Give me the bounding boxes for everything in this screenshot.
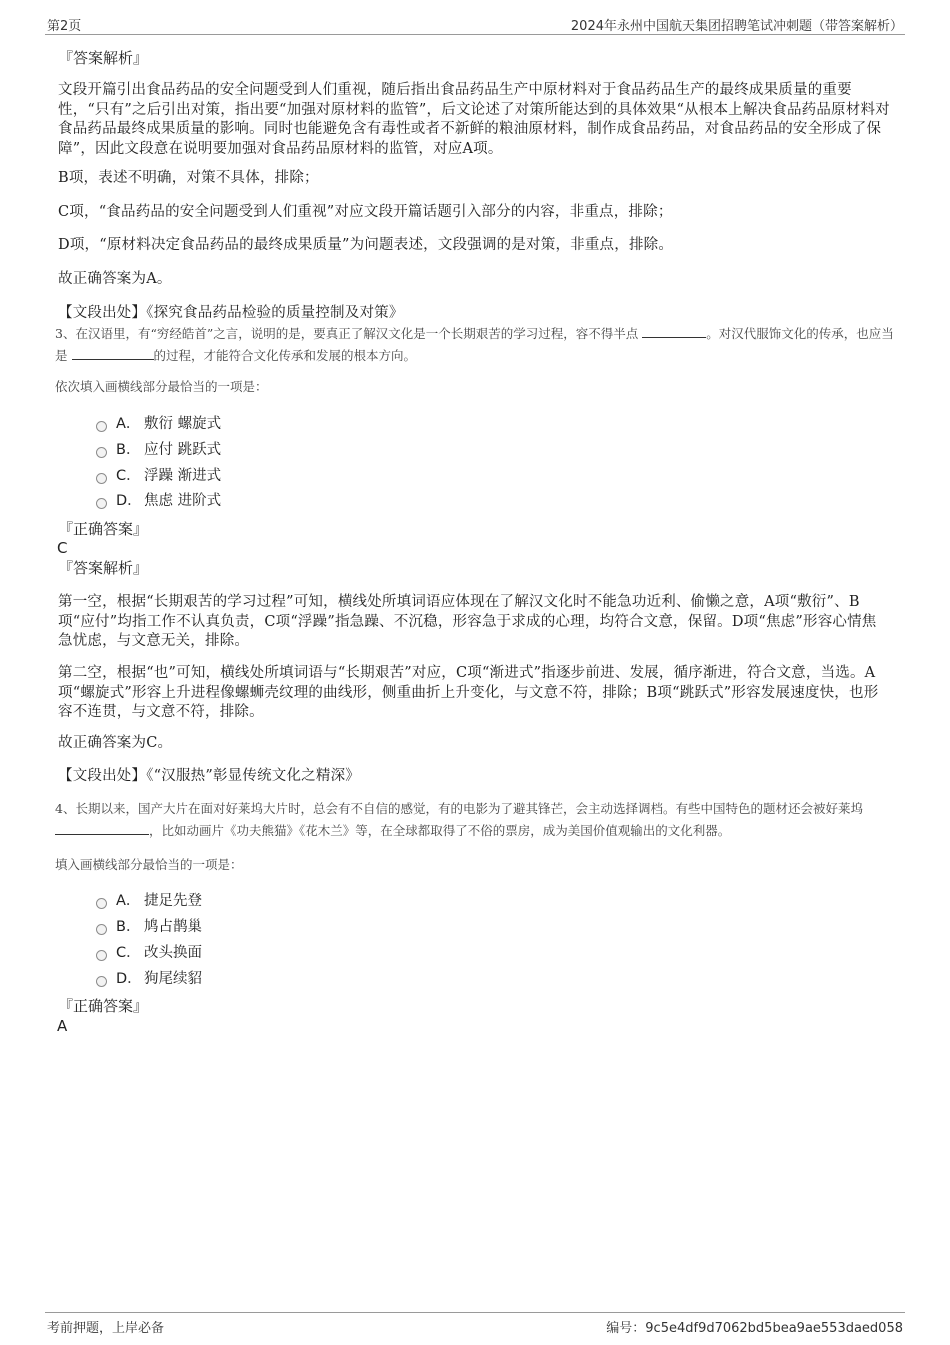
radio-icon[interactable]	[96, 421, 107, 432]
q3-answer-label: 『正确答案』	[58, 520, 149, 538]
q2-conclusion: 故正确答案为A。	[58, 271, 172, 287]
q2-source: 【文段出处】《探究食品药品检验的质量控制及对策》	[58, 305, 404, 321]
q4-stem-part1: 4、长期以来，国产大片在面对好莱坞大片时，总会有不自信的感觉，有的电影为了避其锋芒，会主动选择调档。有些中国特色的题材还会被好莱坞	[55, 801, 863, 816]
q3-option-a[interactable]: A． 敷衍 螺旋式	[96, 414, 221, 434]
q4-stem	[55, 798, 895, 842]
footer-slogan: 考前押题，上岸必备	[47, 1321, 165, 1336]
q4-instruction: 填入画横线部分最恰当的一项是：	[55, 857, 243, 872]
q4-option-b[interactable]: B． 鸠占鹊巢	[96, 917, 202, 937]
q2-analysis-para3: C项，“食品药品的安全问题受到人们重视”对应文段开篇话题引入部分的内容，非重点，排除；	[58, 204, 673, 220]
q4-option-d[interactable]: D． 狗尾续貂	[96, 969, 202, 989]
q4-blank	[55, 822, 149, 835]
page-footer	[45, 1312, 905, 1335]
document-id: 编号：9c5e4df9d7062bd5bea9ae553daed058	[606, 1321, 903, 1336]
q3-analysis-label: 『答案解析』	[58, 559, 149, 577]
radio-icon[interactable]	[96, 473, 107, 484]
q3-answer: C	[57, 539, 68, 557]
q3-source: 【文段出处】《“汉服热”彰显传统文化之精深》	[58, 768, 360, 784]
radio-icon[interactable]	[96, 950, 107, 961]
q2-analysis-para4: D项，“原材料决定食品药品的最终成果质量”为问题表述，文段强调的是对策，非重点，排除。	[58, 237, 674, 253]
radio-icon[interactable]	[96, 924, 107, 935]
q2-analysis-para2: B项，表述不明确，对策不具体，排除；	[58, 170, 319, 186]
q3-analysis-para2: 第二空，根据“也”可知，横线处所填词语与“长期艰苦”对应，C项“渐进式”指逐步前进、发展，循序渐进，符合文意，当选。A项“螺旋式”形容上升进程像螺蛳壳纹理的曲线形，侧重曲折上升变化，与文意不符，排除；B项“跳跃式”形容发展速度快，也形容不连贯，与文意不符，排除。	[58, 665, 879, 720]
radio-icon[interactable]	[96, 447, 107, 458]
q4-option-a[interactable]: A． 捷足先登	[96, 891, 202, 911]
q3-blank-2	[72, 347, 154, 360]
q2-analysis-para1: 文段开篇引出食品药品的安全问题受到人们重视，随后指出食品药品生产中原材料对于食品药品生产的最终成果质量的重要性，“只有”之后引出对策，指出要“加强对原材料的监管”，后文论述了对策所能达到的具体效果“从根本上解决食品药品原材料对食品药品最终成果质量的影响。同时也能避免含有毒性或者不新鲜的粮油原材料，制作成食品药品，对食品药品的安全形成了保障”，因此文段意在说明要加强对食品药品原材料的监管，对应A项。	[58, 82, 890, 157]
q2-analysis-label: 『答案解析』	[58, 49, 149, 67]
q3-option-b[interactable]: B． 应付 跳跃式	[96, 440, 221, 460]
radio-icon[interactable]	[96, 976, 107, 987]
q4-option-c[interactable]: C． 改头换面	[96, 943, 202, 963]
q3-option-c[interactable]: C． 浮躁 渐进式	[96, 466, 221, 486]
q4-answer-label: 『正确答案』	[58, 997, 149, 1015]
q4-answer: A	[57, 1017, 68, 1035]
q3-option-d[interactable]: D． 焦虑 进阶式	[96, 491, 221, 511]
document-title: 2024年永州中国航天集团招聘笔试冲刺题（带答案解析）	[570, 19, 903, 34]
q3-analysis-para1: 第一空，根据“长期艰苦的学习过程”可知，横线处所填词语应体现在了解汉文化时不能急功近利、偷懒之意，A项“敷衍”、B项“应付”均指工作不认真负责，C项“浮躁”指急躁、不沉稳，形容急于求成的心理，均符合文意，保留。D项“焦虑”形容心情焦急忧虑，与文意无关，排除。	[58, 594, 877, 649]
q3-conclusion: 故正确答案为C。	[58, 735, 173, 751]
q3-instruction: 依次填入画横线部分最恰当的一项是：	[55, 379, 268, 394]
radio-icon[interactable]	[96, 898, 107, 909]
page-header	[45, 12, 905, 35]
q4-stem-part2: ，比如动画片《功夫熊猫》《花木兰》等，在全球都取得了不俗的票房，成为美国价值观输出的文化利器。	[149, 823, 731, 838]
q3-stem	[55, 323, 895, 367]
page-number: 第2页	[47, 19, 82, 34]
radio-icon[interactable]	[96, 498, 107, 509]
q3-stem-part3: 的过程，才能符合文化传承和发展的根本方向。	[153, 348, 417, 363]
q3-stem-part2: 。对汉代服饰文化的传承，也应当是	[55, 326, 894, 363]
q3-stem-part1: 3、在汉语里，有“穷经皓首”之言，说明的是，要真正了解汉文化是一个长期艰苦的学习过程，容不得半点	[55, 326, 639, 341]
q3-blank-1	[642, 325, 706, 338]
